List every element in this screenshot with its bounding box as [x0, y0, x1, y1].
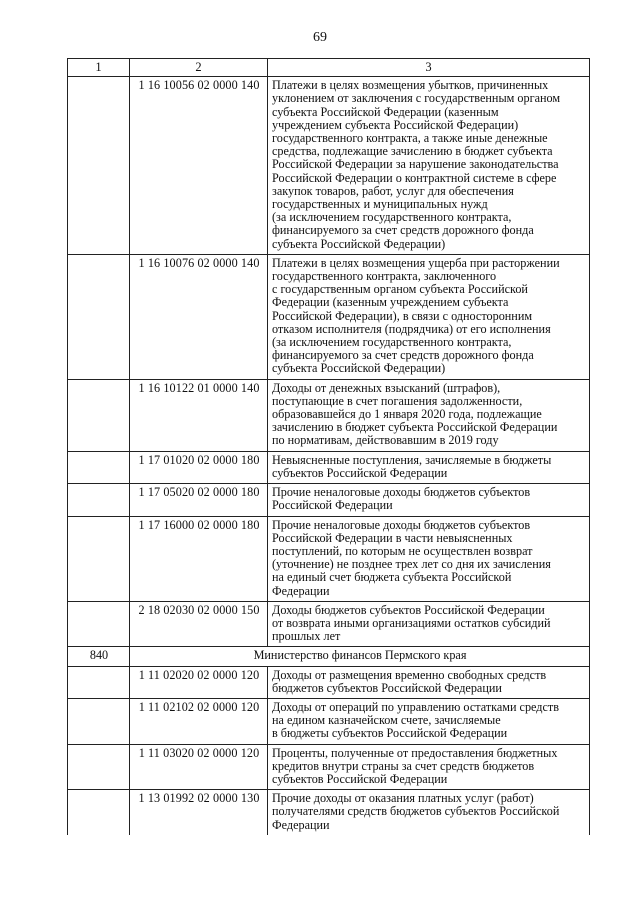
- revenue-description-cell: Платежи в целях возмещения ущерба при расторжении государственного контракта, заключенного с государственным органом субъекта Российской Федерации (казенным учреждением субъекта Российской Федерации), в связи с односторонним отказом исполнителя (подрядчика) от его исполнения (за исключением государственного контракта, финансируемого за счет средств дорожного фонда субъекта Российской Федерации): [268, 254, 590, 379]
- revenue-code-cell: 1 17 01020 02 0000 180: [130, 451, 268, 483]
- revenue-code-cell: 1 11 02020 02 0000 120: [130, 666, 268, 698]
- revenue-code-cell: 1 17 05020 02 0000 180: [130, 484, 268, 516]
- table-row: [68, 484, 590, 516]
- admin-code-cell: [68, 516, 130, 601]
- revenue-description-cell: Доходы от операций по управлению остатками средств на едином казначейском счете, зачисляемые в бюджеты субъектов Российской Федерации: [268, 698, 590, 744]
- admin-code-cell: [68, 790, 130, 835]
- revenue-description-cell: Платежи в целях возмещения убытков, причиненных уклонением от заключения с государственным органом субъекта Российской Федерации (казенным учреждением субъекта Российской Федерации) государственного контракта, а также иные денежные средства, подлежащие зачислению в бюджет субъекта Российской Федерации за нарушение законодательства Российской Федерации о контрактной системе в сфере закупок товаров, работ, услуг для обеспечения государственных и муниципальных нужд (за исключением государственного контракта, финансируемого за счет средств дорожного фонда субъекта Российской Федерации): [268, 77, 590, 255]
- revenue-description-cell: Прочие неналоговые доходы бюджетов субъектов Российской Федерации в части невыясненных поступлений, по которым не осуществлен возврат (уточнение) не позднее трех лет со дня их зачисления на единый счет бюджета субъекта Российской Федерации: [268, 516, 590, 601]
- table-row: [68, 254, 590, 379]
- revenue-code-cell: 1 11 03020 02 0000 120: [130, 744, 268, 790]
- table-row: [68, 698, 590, 744]
- admin-code-cell: [68, 484, 130, 516]
- revenue-code-cell: 2 18 02030 02 0000 150: [130, 601, 268, 647]
- table-row: [68, 601, 590, 647]
- admin-code-cell: [68, 451, 130, 483]
- table-row: [68, 379, 590, 451]
- revenue-code-cell: 1 16 10076 02 0000 140: [130, 254, 268, 379]
- table-row: [68, 77, 590, 255]
- table-row: [68, 666, 590, 698]
- table-row: [68, 516, 590, 601]
- admin-code-cell: [68, 698, 130, 744]
- table-row: [68, 744, 590, 790]
- revenue-description-cell: Доходы от денежных взысканий (штрафов), поступающие в счет погашения задолженности, образовавшейся до 1 января 2020 года, подлежащие зачислению в бюджет субъекта Российской Федерации по нормативам, действовавшим в 2019 году: [268, 379, 590, 451]
- admin-code-cell: [68, 77, 130, 255]
- revenue-description-cell: Прочие доходы от оказания платных услуг (работ) получателями средств бюджетов субъектов Российской Федерации: [268, 790, 590, 835]
- revenue-description-cell: Проценты, полученные от предоставления бюджетных кредитов внутри страны за счет средств бюджетов субъектов Российской Федерации: [268, 744, 590, 790]
- admin-code-cell: [68, 379, 130, 451]
- column-header-3: 3: [268, 59, 590, 77]
- revenue-description-cell: Доходы от размещения временно свободных средств бюджетов субъектов Российской Федерации: [268, 666, 590, 698]
- revenue-code-cell: 1 13 01992 02 0000 130: [130, 790, 268, 835]
- revenue-description-cell: Невыясненные поступления, зачисляемые в бюджеты субъектов Российской Федерации: [268, 451, 590, 483]
- admin-code-cell: [68, 744, 130, 790]
- admin-code-cell: [68, 666, 130, 698]
- table-row: [68, 451, 590, 483]
- budget-codes-table: [67, 58, 590, 835]
- revenue-description-cell: Прочие неналоговые доходы бюджетов субъектов Российской Федерации: [268, 484, 590, 516]
- column-header-2: 2: [130, 59, 268, 77]
- ministry-title: Министерство финансов Пермского края: [130, 647, 590, 666]
- column-header-1: 1: [68, 59, 130, 77]
- ministry-row: [68, 647, 590, 666]
- revenue-code-cell: 1 16 10122 01 0000 140: [130, 379, 268, 451]
- admin-code-cell: [68, 601, 130, 647]
- revenue-description-cell: Доходы бюджетов субъектов Российской Федерации от возврата иными организациями остатков субсидий прошлых лет: [268, 601, 590, 647]
- page-number: 69: [313, 30, 327, 45]
- revenue-code-cell: 1 11 02102 02 0000 120: [130, 698, 268, 744]
- admin-code-cell: [68, 254, 130, 379]
- table-header-row: [68, 59, 590, 77]
- revenue-code-cell: 1 16 10056 02 0000 140: [130, 77, 268, 255]
- revenue-code-cell: 1 17 16000 02 0000 180: [130, 516, 268, 601]
- admin-code-cell: 840: [68, 647, 130, 666]
- table-row: [68, 790, 590, 835]
